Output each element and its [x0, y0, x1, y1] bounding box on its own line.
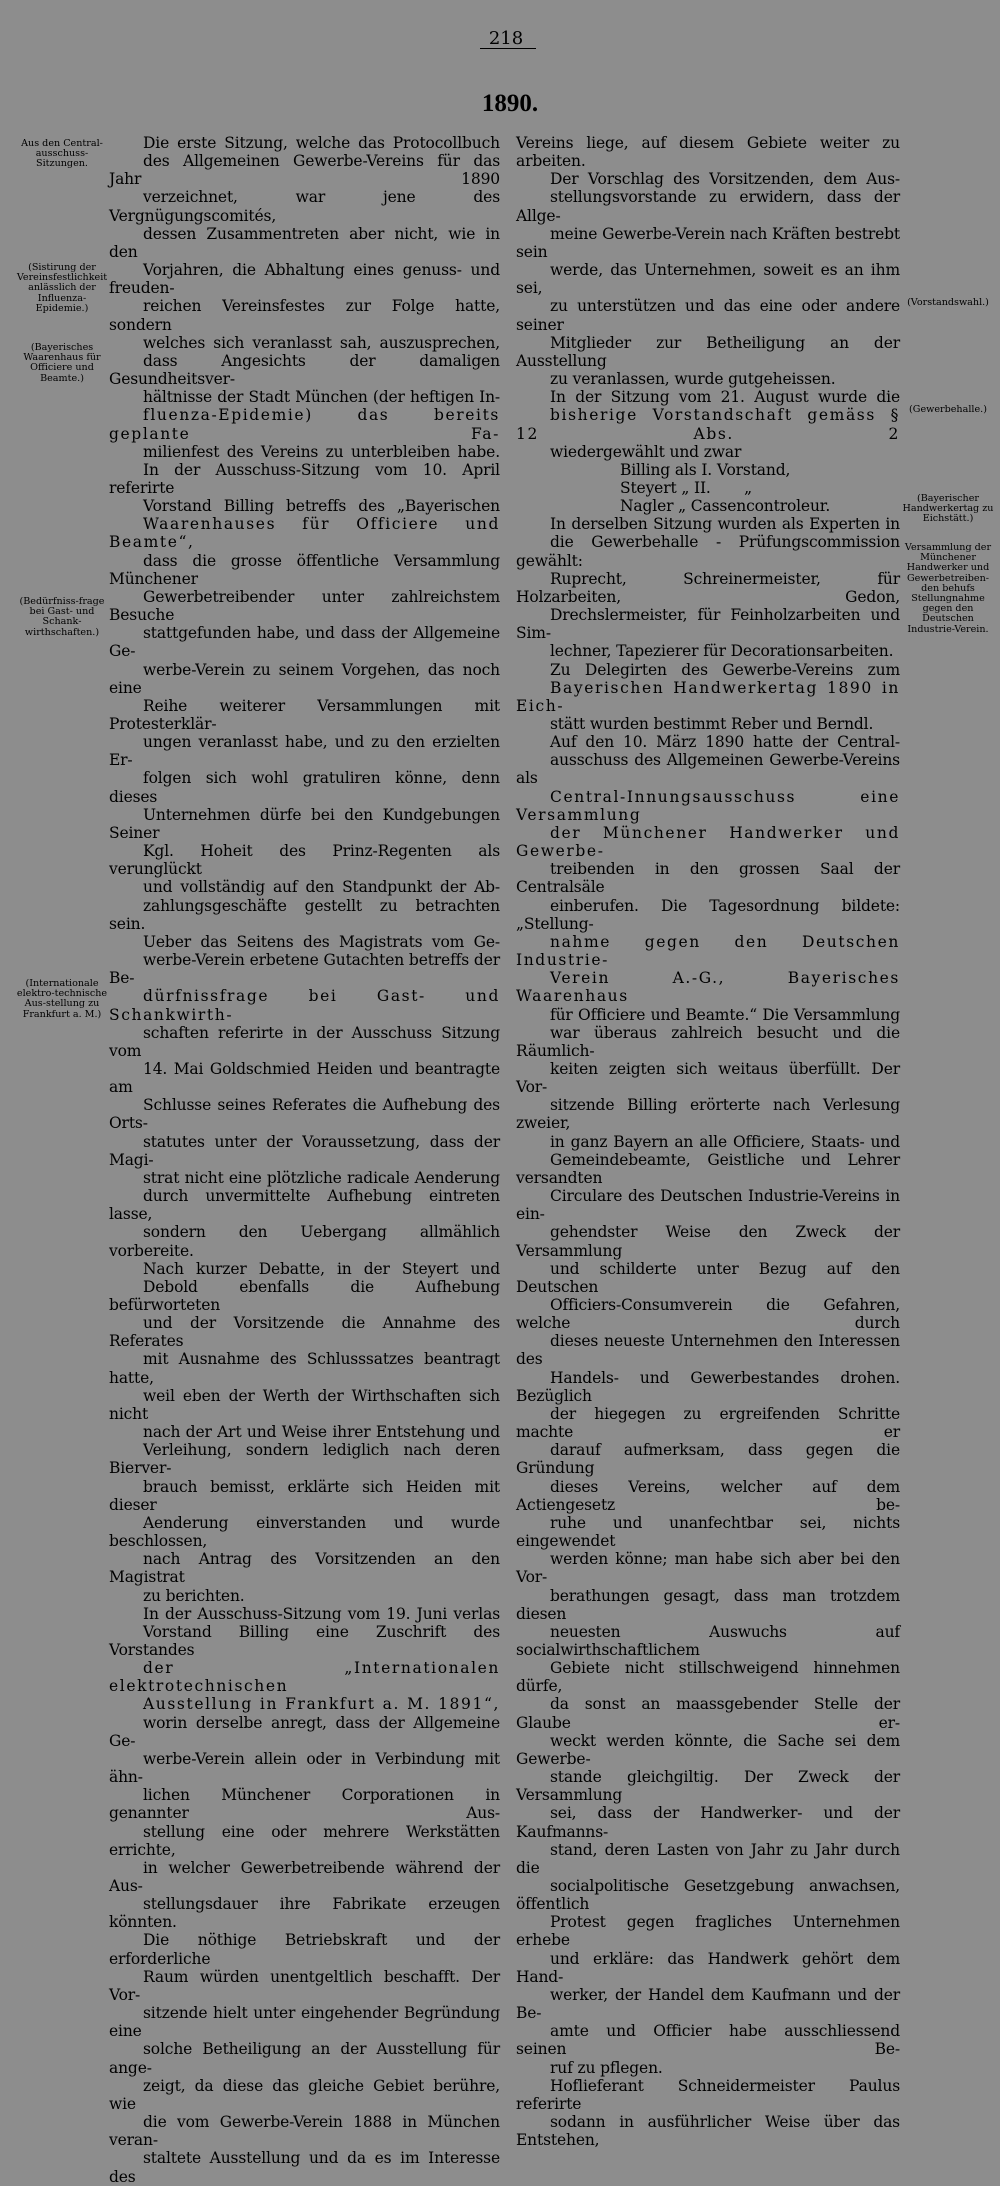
text-line: Gemeindebeamte, Geistliche und Lehrer versandten	[516, 1150, 900, 1187]
text-line: Der Vorschlag des Vorsitzenden, dem Aus-	[550, 170, 900, 189]
text-line: und vollständig auf den Standpunkt der Ab-	[143, 878, 500, 897]
paragraph	[516, 733, 900, 2077]
text-line: weil eben der Werth der Wirthschaften sich nicht	[109, 1386, 500, 1423]
text-line: meine Gewerbe-Verein nach Kräften bestrebt sein	[516, 224, 900, 261]
text-line: lichen Münchener Corporationen in genannter Aus-	[109, 1786, 500, 1823]
text-line: Ueber das Seitens des Magistrats vom Ge-	[143, 932, 500, 951]
text-line: Die nöthige Betriebskraft und der erforderliche	[109, 1931, 500, 1968]
text-line: Aenderung einverstanden und wurde beschlossen,	[109, 1513, 500, 1551]
text-line: dieses Vereins, welcher auf dem Actiengesetz be-	[516, 1477, 900, 1514]
text-line: dürfnissfrage bei Gast- und Schankwirth-	[109, 987, 500, 1024]
text-line: sondern den Uebergang allmählich vorbereite.	[109, 1223, 500, 1260]
text-line: welches sich veranlasst sah, auszusprechen,	[143, 333, 500, 352]
text-line: zu veranlassen, wurde gutgeheissen.	[550, 370, 836, 389]
text-line: hältnisse der Stadt München (der heftigen In-	[143, 388, 500, 407]
text-line: Reihe weiterer Versammlungen mit Protesterklär-	[109, 696, 500, 733]
text-line: Verein A.-G., Bayerisches Waarenhaus	[516, 969, 900, 1006]
text-line: sitzende Billing erörterte nach Verlesung zweier,	[516, 1096, 900, 1133]
officer-list	[516, 461, 900, 515]
text-line: brauch bemisst, erklärte sich Heiden mit dieser	[109, 1477, 500, 1514]
text-line: weckt werden könnte, die Sache sei dem Gewerbe-	[516, 1731, 900, 1768]
text-line: stellungsdauer ihre Fabrikate erzeugen könnten.	[109, 1895, 500, 1932]
text-line: Waarenhauses für Officiere und Beamte“,	[109, 515, 500, 552]
text-line: Schlusse seines Referates die Aufhebung des Orts-	[109, 1096, 500, 1133]
text-line: in ganz Bayern an alle Officiere, Staats- und	[550, 1132, 900, 1151]
margin-note-exhibition: (Internationale elektro-technische Aus-stellung zu Frankfurt a. M.)	[16, 978, 108, 1020]
text-line: ungen veranlasst habe, und zu den erzielten Er-	[109, 733, 500, 770]
text-line: Hoflieferant Schneidermeister Paulus referirte	[516, 2076, 900, 2113]
text-line: Unternehmen dürfe bei den Kundgebungen Seiner	[109, 805, 500, 842]
paragraph	[516, 388, 900, 461]
paragraph	[109, 1260, 500, 1605]
paragraph	[516, 2077, 900, 2150]
text-line: In der Sitzung vom 21. August wurde die	[550, 388, 900, 407]
text-line: stande gleichgiltig. Der Zweck der Versammlung	[516, 1768, 900, 1805]
text-line: stätt wurden bestimmt Reber und Berndl.	[550, 715, 874, 733]
margin-note-warehouse: (Bayerisches Waarenhaus für Officiere und Beamte.)	[23, 342, 101, 384]
text-line: werbe-Verein zu seinem Vorgehen, das noch eine	[109, 660, 500, 697]
text-line: In der Ausschuss-Sitzung vom 10. April referirte	[109, 460, 500, 497]
text-line: der hiegegen zu ergreifenden Schritte machte er	[516, 1404, 900, 1442]
text-line: stellungsvorstande zu erwidern, dass der Allge-	[516, 188, 900, 225]
text-line: Verleihung, sondern lediglich nach deren Bierver-	[109, 1441, 500, 1478]
text-line: Vorjahren, die Abhaltung eines genuss- und freuden-	[109, 261, 500, 298]
text-line: sodann in ausführlicher Weise über das Entstehen,	[516, 2113, 900, 2150]
text-line: worin derselbe anregt, dass der Allgemeine Ge-	[109, 1713, 500, 1750]
text-line: zu unterstützen und das eine oder andere seiner	[516, 297, 900, 334]
officer-line: Nagler „ Cassencontroleur.	[620, 497, 831, 516]
text-line: und der Vorsitzende die Annahme des Referates	[109, 1314, 500, 1351]
text-line: dessen Zusammentreten aber nicht, wie in den	[109, 224, 500, 261]
text-line: Mitglieder zur Betheiligung an der Ausstellung	[516, 333, 900, 370]
margin-note-craftsmen-day: (Bayerischer Handwerkertag zu Eichstätt.)	[902, 493, 994, 525]
text-line: In der Ausschuss-Sitzung vom 19. Juni verlas	[143, 1604, 500, 1623]
text-line: mit Ausnahme des Schlusssatzes beantragt hatte,	[109, 1350, 500, 1387]
paragraph	[109, 1605, 500, 2186]
paragraph	[109, 933, 500, 1260]
text-line: gehendster Weise den Zweck der Versammlung	[516, 1223, 900, 1260]
text-line: Debold ebenfalls die Aufhebung befürworteten	[109, 1277, 500, 1314]
text-line: ruhe und unanfechtbar sei, nichts eingewendet	[516, 1513, 900, 1551]
text-line: Zu Delegirten des Gewerbe-Vereins zum	[550, 660, 900, 679]
text-line: Handels- und Gewerbestandes drohen. Bezüglich	[516, 1368, 900, 1405]
text-line: treibenden in den grossen Saal der Centralsäle	[516, 860, 900, 897]
text-line: Gebiete nicht stillschweigend hinnehmen dürfe,	[516, 1659, 900, 1696]
right-column	[516, 134, 900, 2149]
text-line: Officiers-Consumverein die Gefahren, welche durch	[516, 1296, 900, 1333]
text-line: werbe-Verein allein oder in Verbindung mit ähn-	[109, 1749, 500, 1787]
text-line: stand, deren Lasten von Jahr zu Jahr durch die	[516, 1840, 900, 1877]
text-line: Auf den 10. März 1890 hatte der Central-	[550, 733, 900, 752]
text-line: Protest gegen fragliches Unternehmen erhebe	[516, 1913, 900, 1950]
text-line: Ruprecht, Schreinermeister, für Holzarbeiten, Gedon,	[516, 569, 900, 606]
paragraph	[516, 170, 900, 388]
text-line: strat nicht eine plötzliche radicale Aenderung	[143, 1168, 500, 1187]
text-line: verzeichnet, war jene des Vergnügungscomités,	[109, 188, 500, 225]
text-line: lechner, Tapezierer für Decorationsarbeiten.	[550, 642, 894, 661]
text-line: arbeiten.	[516, 152, 586, 171]
text-line: zu berichten.	[143, 1586, 245, 1605]
text-line: sei, dass der Handwerker- und der Kaufmanns-	[516, 1804, 900, 1841]
margin-note-assembly: Versammlung der Münchener Handwerker und Gewerbetreiben-den behufs Stellungnahme gegen den Deutschen Industrie-Verein.	[904, 542, 992, 635]
paragraph	[109, 461, 500, 933]
text-line: folgen sich wohl gratuliren könne, denn dieses	[109, 769, 500, 806]
officer-line: Billing als I. Vorstand,	[620, 460, 791, 479]
text-line: solche Betheiligung an der Ausstellung für ange-	[109, 2040, 500, 2077]
text-line: und erkläre: das Handwerk gehört dem Hand-	[516, 1949, 900, 1986]
year-heading: 1890.	[481, 90, 539, 117]
text-line: dieses neueste Unternehmen den Interessen des	[516, 1332, 900, 1369]
officer-line: Steyert „ II. „	[620, 478, 753, 497]
text-line: Circulare des Deutschen Industrie-Vereins in ein-	[516, 1187, 900, 1224]
paragraph	[516, 134, 900, 170]
text-line: und schilderte unter Bezug auf den Deutschen	[516, 1259, 900, 1296]
page-number-rule	[480, 48, 536, 49]
text-line: schaften referirte in der Ausschuss Sitzung vom	[109, 1023, 500, 1060]
text-line: stattgefunden habe, und dass der Allgemeine Ge-	[109, 624, 500, 661]
text-line: dass Angesichts der damaligen Gesundheitsver-	[109, 351, 500, 389]
text-line: zahlungsgeschäfte gestellt zu betrachten sein.	[109, 896, 500, 933]
text-line: statutes unter der Voraussetzung, dass der Magi-	[109, 1132, 500, 1169]
text-line: die vom Gewerbe-Verein 1888 in München veran-	[109, 2113, 500, 2150]
paragraph	[109, 134, 500, 461]
text-line: zeigt, da diese das gleiche Gebiet berühre, wie	[109, 2076, 500, 2113]
text-line: einberufen. Die Tagesordnung bildete: „Stellung-	[516, 896, 900, 933]
text-line: Bayerischen Handwerkertag 1890 in Eich-	[516, 678, 900, 715]
text-line: Nach kurzer Debatte, in der Steyert und	[143, 1259, 500, 1278]
text-line: der Münchener Handwerker und Gewerbe-	[516, 823, 900, 861]
margin-note-board-election: (Vorstandswahl.)	[907, 297, 989, 308]
text-line: in welcher Gewerbetreibende während der Aus-	[109, 1858, 500, 1895]
margin-note-taverns: (Bedürfniss-frage bei Gast- und Schank-wirthschaften.)	[19, 596, 105, 638]
text-line: Ausstellung in Frankfurt a. M. 1891“,	[143, 1695, 500, 1714]
text-line: war überaus zahlreich besucht und die Räumlich-	[516, 1023, 900, 1060]
text-line: socialpolitische Gesetzgebung anwachsen, öffentlich	[516, 1877, 900, 1914]
text-line: des Allgemeinen Gewerbe-Vereins für das Jahr 1890	[109, 152, 500, 189]
margin-note-trade-hall: (Gewerbehalle.)	[909, 404, 987, 415]
text-line: Vorstand Billing betreffs des „Bayerischen	[143, 497, 500, 516]
text-line: wiedergewählt und zwar	[550, 442, 742, 461]
text-line: für Officiere und Beamte.“ Die Versammlung	[550, 1005, 900, 1024]
text-line: durch unvermittelte Aufhebung eintreten lasse,	[109, 1187, 500, 1224]
text-line: der „Internationalen elektrotechnischen	[109, 1659, 500, 1696]
text-line: neuesten Auswuchs auf socialwirthschaftlichem	[516, 1622, 900, 1659]
text-line: Die erste Sitzung, welche das Protocollbuch	[143, 134, 500, 152]
left-column	[109, 134, 500, 2186]
text-line: nach Antrag des Vorsitzenden an den Magistrat	[109, 1550, 500, 1587]
margin-note-influenza: (Sistirung der Vereinsfestlichkeit anlässlich der Influenza-Epidemie.)	[16, 262, 108, 314]
text-line: dass die grosse öffentliche Versammlung Münchener	[109, 551, 500, 588]
text-line: nach der Art und Weise ihrer Entstehung und	[143, 1423, 500, 1442]
text-line: fluenza-Epidemie) das bereits geplante Fa-	[109, 406, 500, 443]
text-line: nahme gegen den Deutschen Industrie-	[516, 932, 900, 970]
text-line: staltete Ausstellung und da es im Interesse des	[109, 2149, 500, 2186]
text-line: bisherige Vorstandschaft gemäss § 12 Abs. 2	[516, 406, 900, 443]
text-line: Drechslermeister, für Feinholzarbeiten und Sim-	[516, 606, 900, 643]
text-line: berathungen gesagt, dass man trotzdem diesen	[516, 1586, 900, 1623]
paragraph	[516, 661, 900, 734]
text-line: Vorstand Billing eine Zuschrift des Vorstandes	[109, 1622, 500, 1659]
text-line: werker, der Handel dem Kaufmann und der Be-	[516, 1985, 900, 2023]
page-number: 218	[488, 28, 524, 49]
text-line: werde, das Unternehmen, soweit es an ihm sei,	[516, 261, 900, 298]
text-line: Gewerbetreibender unter zahlreichstem Besuche	[109, 587, 500, 625]
paragraph	[516, 515, 900, 660]
text-line: In derselben Sitzung wurden als Experten in	[550, 515, 900, 534]
text-line: die Gewerbehalle - Prüfungscommission gewählt:	[516, 533, 900, 570]
text-line: Kgl. Hoheit des Prinz-Regenten als verunglückt	[109, 842, 500, 879]
text-line: keiten zeigten sich weitaus überfüllt. Der Vor-	[516, 1059, 900, 1097]
text-line: reichen Vereinsfestes zur Folge hatte, sondern	[109, 297, 500, 334]
text-line: stellung eine oder mehrere Werkstätten errichte,	[109, 1822, 500, 1859]
text-line: ausschuss des Allgemeinen Gewerbe-Vereins als	[516, 751, 900, 788]
text-line: da sonst an maassgebender Stelle der Glaube er-	[516, 1695, 900, 1732]
text-line: werbe-Verein erbetene Gutachten betreffs der Be-	[109, 951, 500, 988]
text-line: darauf aufmerksam, dass gegen die Gründung	[516, 1441, 900, 1478]
text-line: amte und Officier habe ausschliessend seinen Be-	[516, 2022, 900, 2059]
text-line: Vereins liege, auf diesem Gebiete weiter zu	[516, 134, 900, 152]
text-line: milienfest des Vereins zu unterbleiben habe.	[143, 442, 500, 461]
text-line: Central-Innungsausschuss eine Versammlung	[516, 787, 900, 824]
text-line: sitzende hielt unter eingehender Begründung eine	[109, 2004, 500, 2041]
text-line: 14. Mai Goldschmied Heiden und beantragte am	[109, 1059, 500, 1097]
text-line: Raum würden unentgeltlich beschafft. Der Vor-	[109, 1967, 500, 2004]
margin-note-central-committee: Aus den Central-ausschuss-Sitzungen.	[21, 138, 103, 170]
text-line: werden könne; man habe sich aber bei den Vor-	[516, 1550, 900, 1587]
text-line: ruf zu pflegen.	[550, 2058, 663, 2077]
